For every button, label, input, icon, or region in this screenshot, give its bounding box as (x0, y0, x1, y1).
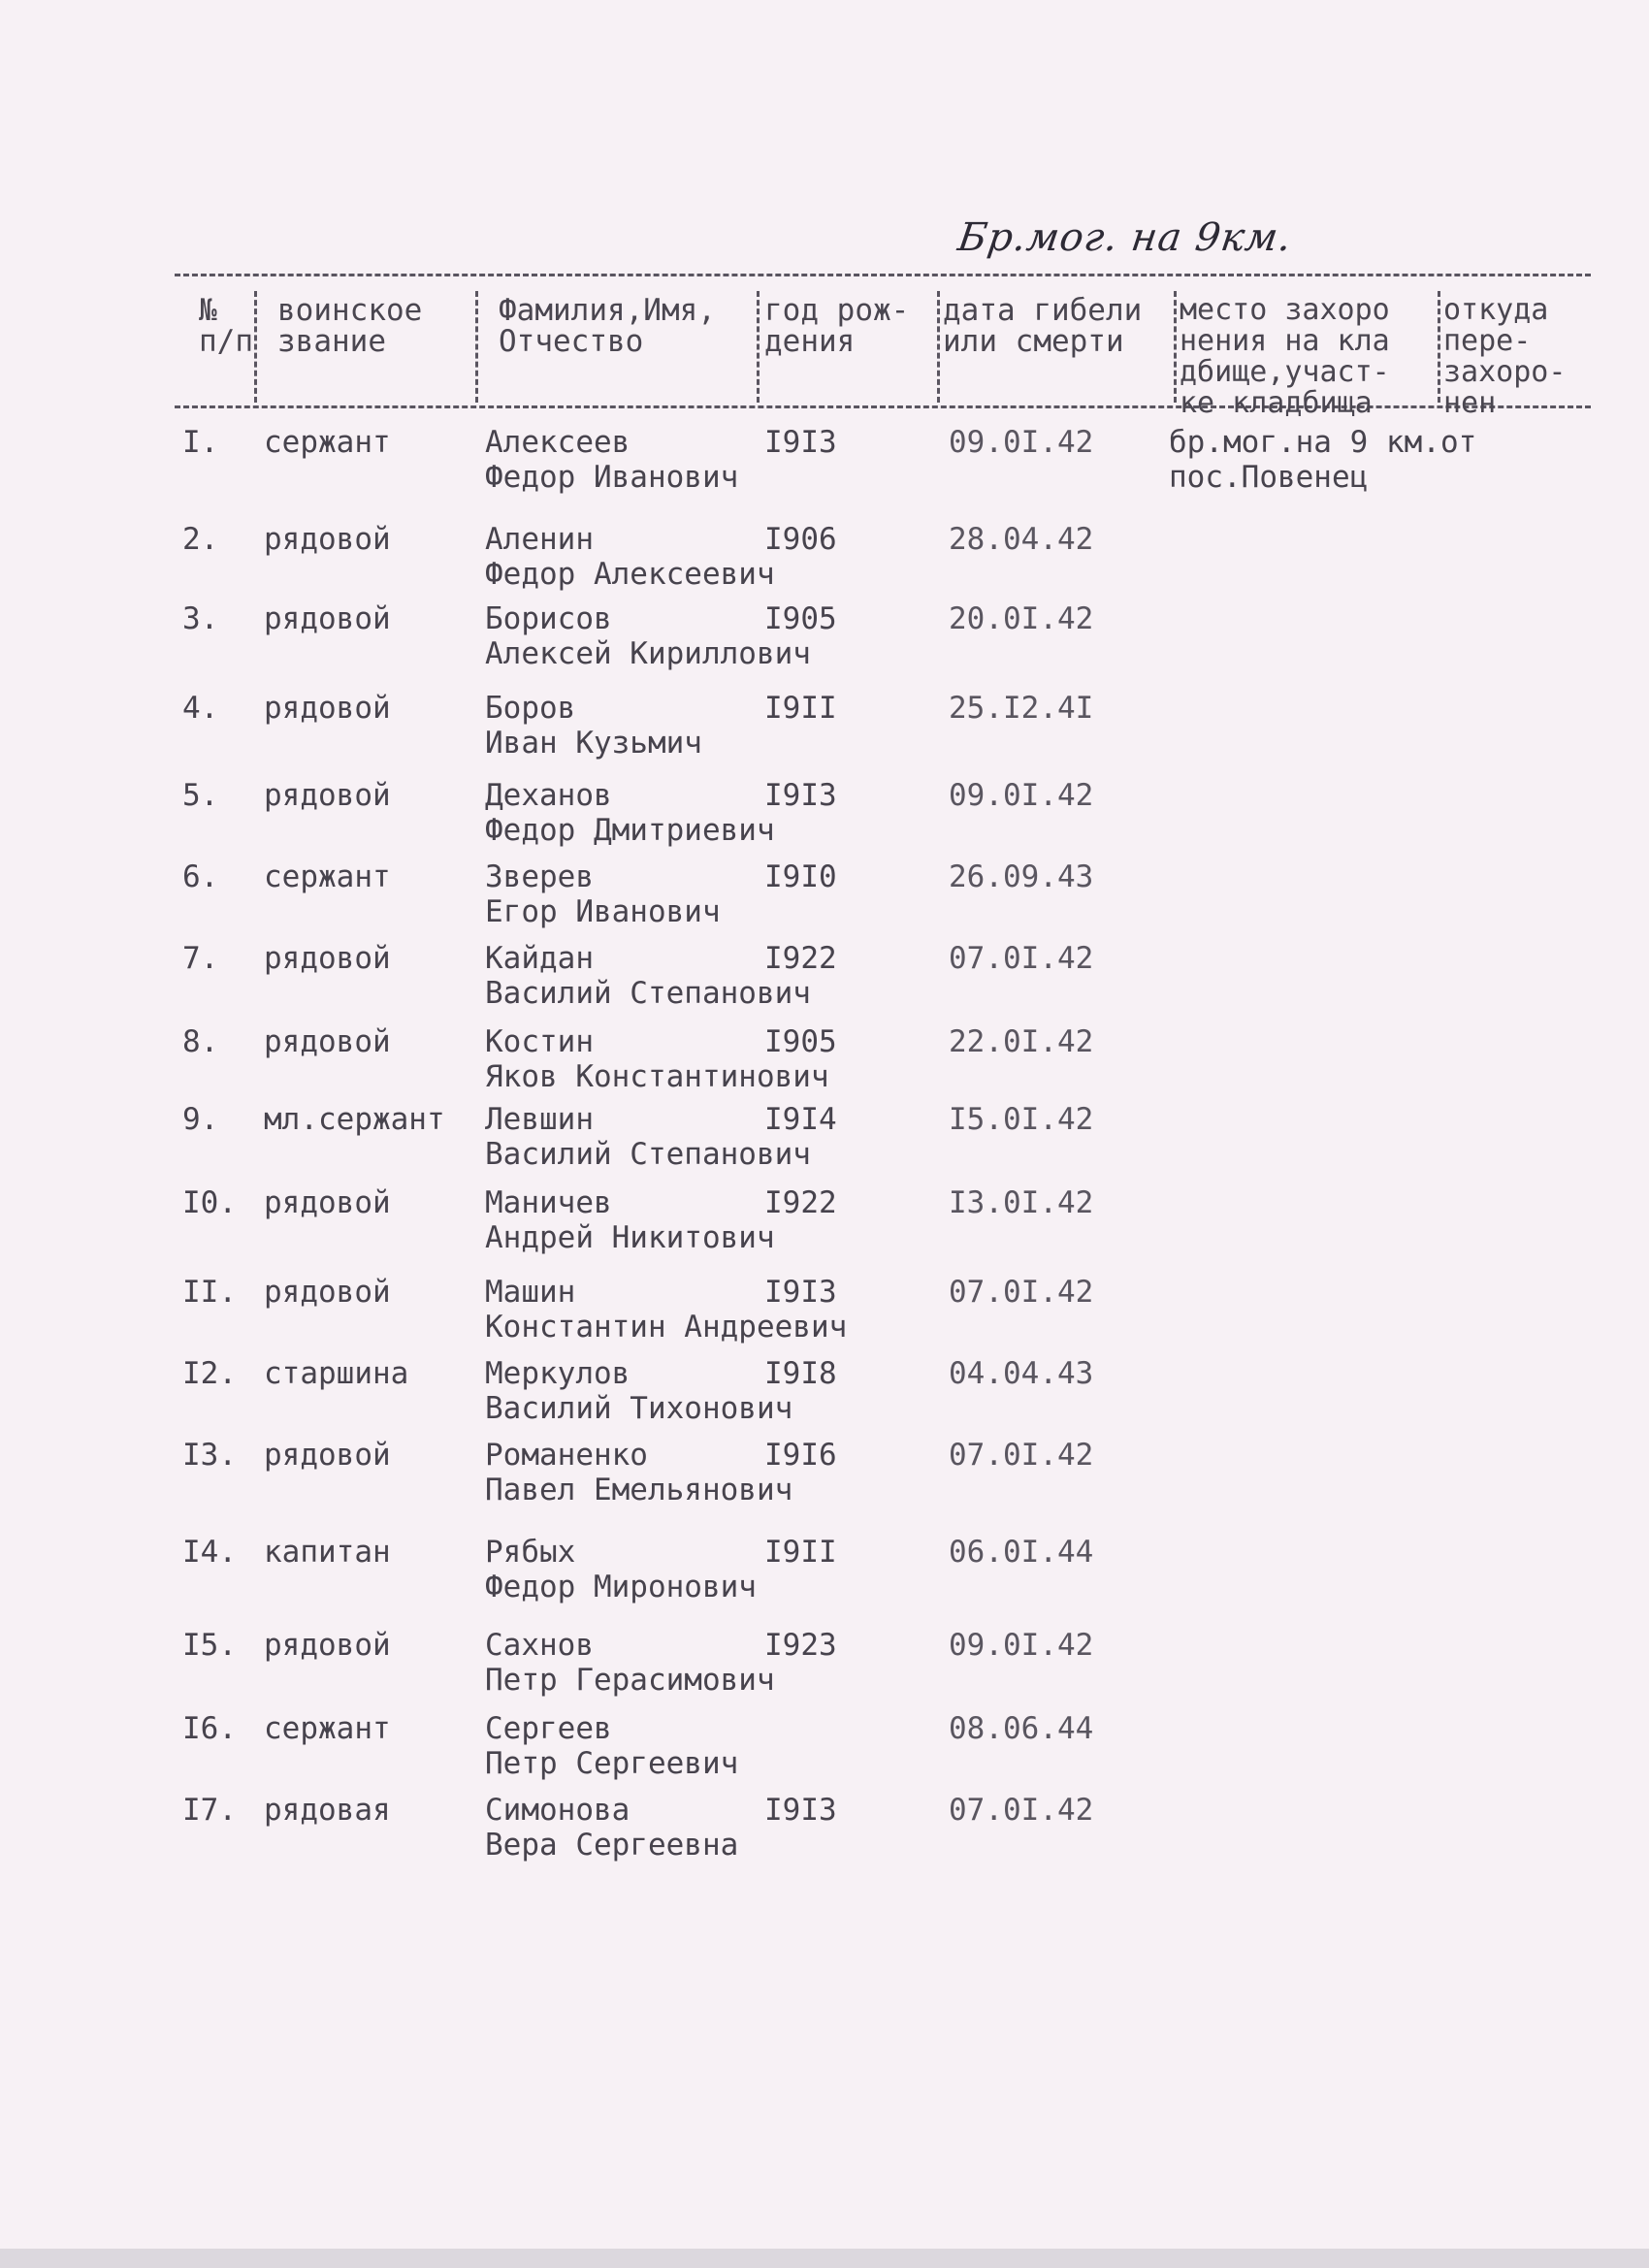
col-sep-5 (1174, 291, 1177, 403)
death-date: 09.0I.42 (949, 778, 1094, 813)
military-rank: рядовая (264, 1793, 391, 1828)
table-row (0, 1277, 1649, 1364)
surname: Левшин (485, 1102, 594, 1137)
death-date: 28.04.42 (949, 522, 1094, 557)
col-sep-3 (757, 291, 760, 403)
death-date: I5.0I.42 (949, 1102, 1094, 1137)
header-rank: воинское звание (277, 293, 423, 359)
header-place: место захоро нения на кла дбище,участ- ке кладбища (1180, 293, 1390, 420)
surname: Сахнов (485, 1628, 594, 1663)
table-row (0, 1795, 1649, 1882)
row-number: I3. (182, 1438, 237, 1473)
death-date: 22.0I.42 (949, 1024, 1094, 1059)
row-number: 5. (182, 778, 219, 813)
row-number: I0. (182, 1185, 237, 1220)
birth-year: I9I6 (764, 1438, 837, 1473)
given-names: Яков Константинович (485, 1059, 829, 1094)
table-row (0, 1440, 1649, 1527)
birth-year: I9I3 (764, 1793, 837, 1828)
col-sep-6 (1438, 291, 1440, 403)
table-row (0, 943, 1649, 1030)
birth-year: I905 (764, 1024, 837, 1059)
row-number: 6. (182, 859, 219, 894)
table-row (0, 524, 1649, 611)
death-date: 07.0I.42 (949, 941, 1094, 976)
given-names: Федор Алексеевич (485, 557, 775, 592)
military-rank: рядовой (264, 1275, 391, 1310)
table-row (0, 1537, 1649, 1624)
row-number: I2. (182, 1356, 237, 1391)
row-number: 9. (182, 1102, 219, 1137)
table-row (0, 780, 1649, 867)
surname: Зверев (485, 859, 594, 894)
birth-year: I922 (764, 1185, 837, 1220)
military-rank: сержант (264, 425, 391, 460)
military-rank: рядовой (264, 941, 391, 976)
military-rank: рядовой (264, 601, 391, 636)
row-number: 8. (182, 1024, 219, 1059)
given-names: Василий Степанович (485, 976, 811, 1011)
military-rank: капитан (264, 1535, 391, 1570)
header-num: № п/п (199, 293, 253, 359)
given-names: Андрей Никитович (485, 1220, 775, 1255)
birth-year: I905 (764, 601, 837, 636)
given-names: Василий Степанович (485, 1137, 811, 1172)
table-row (0, 1358, 1649, 1445)
death-date: 07.0I.42 (949, 1275, 1094, 1310)
header-top-rule (175, 274, 1591, 276)
surname: Маничев (485, 1185, 612, 1220)
surname: Деханов (485, 778, 612, 813)
header-name: Фамилия,Имя, Отчество (499, 293, 716, 359)
surname: Боров (485, 691, 576, 726)
row-number: I7. (182, 1793, 237, 1828)
surname: Аленин (485, 522, 594, 557)
given-names: Павел Емельянович (485, 1473, 793, 1507)
death-date: 09.0I.42 (949, 1628, 1094, 1663)
death-date: 25.I2.4I (949, 691, 1094, 726)
given-names: Василий Тихонович (485, 1391, 793, 1426)
row-number: II. (182, 1275, 237, 1310)
military-rank: рядовой (264, 1438, 391, 1473)
row-number: I4. (182, 1535, 237, 1570)
col-sep-2 (475, 291, 478, 403)
scan-bottom-edge (0, 2249, 1649, 2268)
birth-year: I922 (764, 941, 837, 976)
birth-year: I906 (764, 522, 837, 557)
given-names: Федор Иванович (485, 460, 739, 495)
table-row (0, 603, 1649, 691)
row-number: 4. (182, 691, 219, 726)
table-row (0, 861, 1649, 949)
birth-year: I9I3 (764, 425, 837, 460)
surname: Симонова (485, 1793, 630, 1828)
burial-place-line2: пос.Повенец (1169, 460, 1369, 495)
row-number: I6. (182, 1711, 237, 1746)
military-rank: рядовой (264, 1628, 391, 1663)
row-number: 7. (182, 941, 219, 976)
col-sep-4 (937, 291, 940, 403)
header-date: дата гибели или смерти (943, 293, 1143, 359)
table-row (0, 1713, 1649, 1800)
given-names: Вера Сергеевна (485, 1828, 739, 1863)
row-number: 3. (182, 601, 219, 636)
header-year: год рож- дения (764, 293, 910, 359)
table-row (0, 427, 1649, 514)
birth-year: I9I8 (764, 1356, 837, 1391)
surname: Романенко (485, 1438, 648, 1473)
given-names: Егор Иванович (485, 894, 721, 929)
surname: Костин (485, 1024, 594, 1059)
surname: Кайдан (485, 941, 594, 976)
military-rank: рядовой (264, 522, 391, 557)
military-rank: сержант (264, 1711, 391, 1746)
given-names: Федор Миронович (485, 1570, 757, 1604)
surname: Борисов (485, 601, 612, 636)
military-rank: рядовой (264, 778, 391, 813)
death-date: 26.09.43 (949, 859, 1094, 894)
table-row (0, 693, 1649, 780)
death-date: I3.0I.42 (949, 1185, 1094, 1220)
birth-year: I9I3 (764, 1275, 837, 1310)
given-names: Федор Дмитриевич (485, 813, 775, 848)
death-date: 06.0I.44 (949, 1535, 1094, 1570)
death-date: 07.0I.42 (949, 1438, 1094, 1473)
military-rank: рядовой (264, 691, 391, 726)
row-number: I. (182, 425, 219, 460)
handwritten-note: Бр.мог. на 9км. (954, 215, 1295, 260)
given-names: Петр Герасимович (485, 1663, 775, 1698)
given-names: Константин Андреевич (485, 1310, 848, 1345)
given-names: Алексей Кириллович (485, 636, 811, 671)
military-rank: рядовой (264, 1024, 391, 1059)
table-row (0, 1026, 1649, 1114)
military-rank: рядовой (264, 1185, 391, 1220)
table-row (0, 1104, 1649, 1191)
birth-year: I9I3 (764, 778, 837, 813)
military-rank: старшина (264, 1356, 409, 1391)
death-date: 20.0I.42 (949, 601, 1094, 636)
military-rank: сержант (264, 859, 391, 894)
surname: Алексеев (485, 425, 630, 460)
row-number: 2. (182, 522, 219, 557)
row-number: I5. (182, 1628, 237, 1663)
birth-year: I9II (764, 691, 837, 726)
table-row (0, 1187, 1649, 1275)
burial-place-line1: бр.мог.на 9 км.от (1169, 425, 1477, 460)
surname: Рябых (485, 1535, 576, 1570)
death-date: 04.04.43 (949, 1356, 1094, 1391)
col-sep-1 (254, 291, 257, 403)
birth-year: I9II (764, 1535, 837, 1570)
given-names: Иван Кузьмич (485, 726, 702, 761)
given-names: Петр Сергеевич (485, 1746, 739, 1781)
death-date: 07.0I.42 (949, 1793, 1094, 1828)
surname: Машин (485, 1275, 576, 1310)
surname: Сергеев (485, 1711, 612, 1746)
header-from: откуда пере- захоро- нен (1443, 293, 1567, 420)
surname: Меркулов (485, 1356, 630, 1391)
military-rank: мл.сержант (264, 1102, 445, 1137)
table-row (0, 1630, 1649, 1717)
birth-year: I9I0 (764, 859, 837, 894)
death-date: 09.0I.42 (949, 425, 1094, 460)
death-date: 08.06.44 (949, 1711, 1094, 1746)
birth-year: I923 (764, 1628, 837, 1663)
birth-year: I9I4 (764, 1102, 837, 1137)
